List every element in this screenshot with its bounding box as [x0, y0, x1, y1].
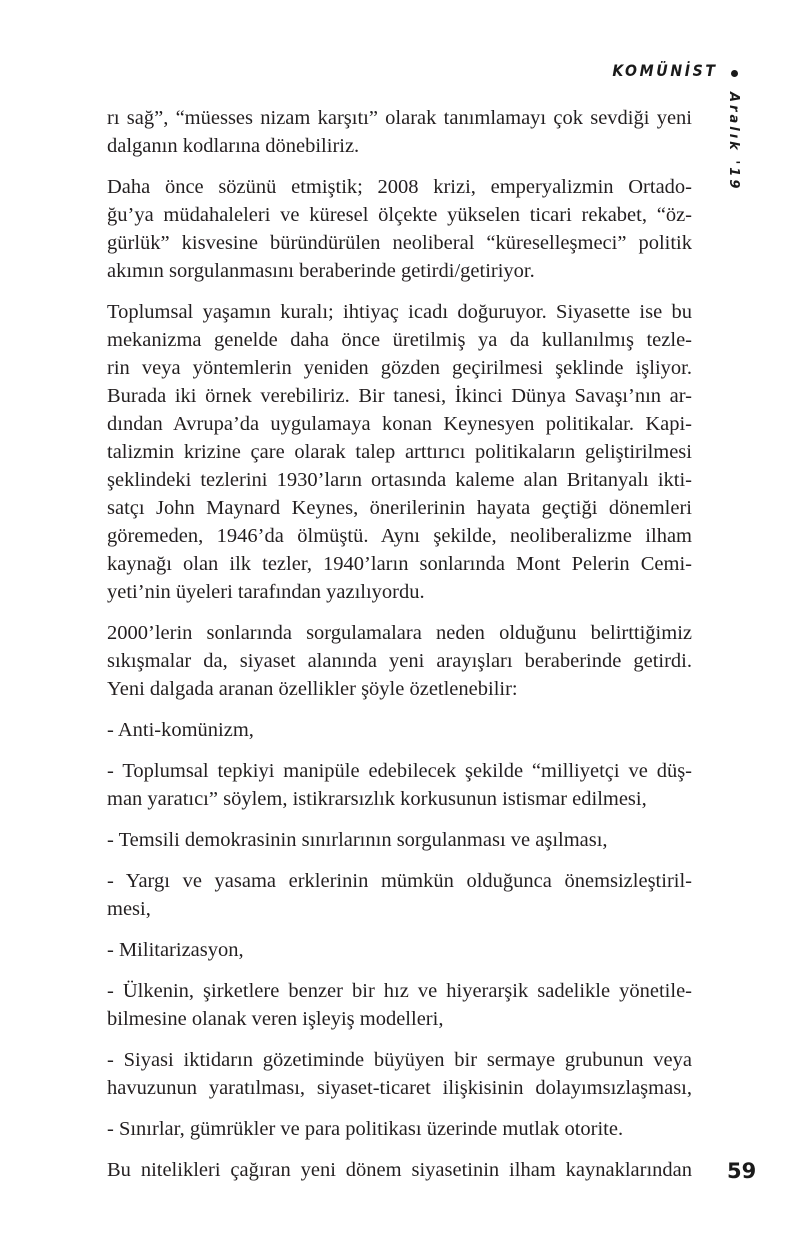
text-line: göremeden, 1946’da ölmüştü. Aynı şekilde, neoliberalizme ilham — [107, 525, 692, 547]
list-item — [107, 1115, 692, 1143]
text-line: gürlük” kisvesine büründürülen neoliberal “küreselleşmeci” politik — [107, 232, 692, 254]
text-line: satçı John Maynard Keynes, önerilerinin hayata geçtiği dönemleri — [107, 497, 692, 519]
article-body — [107, 104, 692, 1197]
list-item — [107, 977, 692, 1033]
text-line: mekanizma genelde daha önce üretilmiş ya da kullanılmış tezle- — [107, 329, 692, 351]
text-line: rin veya yöntemlerin yeniden gözden geçirilmesi şeklinde işliyor. — [107, 357, 692, 379]
page-number: 59 — [727, 1159, 757, 1183]
text-line: - Yargı ve yasama erklerinin mümkün olduğunca önemsizleştiril- — [107, 870, 692, 892]
text-line: Yeni dalgada aranan özellikler şöyle özetlenebilir: — [107, 678, 518, 700]
text-line: Burada iki örnek verebiliriz. Bir tanesi, İkinci Dünya Savaşı’nın ar- — [107, 385, 692, 407]
paragraph — [107, 619, 692, 703]
text-line: - Ülkenin, şirketlere benzer bir hız ve hiyerarşik sadelikle yönetile- — [107, 980, 692, 1002]
list-item — [107, 826, 692, 854]
text-line: yeti’nin üyeleri tarafından yazılıyordu. — [107, 581, 425, 603]
text-line: havuzunun yaratılması, siyaset-ticaret ilişkisinin dolayımsızlaşması, — [107, 1077, 692, 1099]
text-line: ğu’ya müdahaleleri ve küresel ölçekte yükselen ticari rekabet, “öz- — [107, 204, 692, 226]
text-line: kaynağı olan ilk tezler, 1940’ların sonlarında Mont Pelerin Cemi- — [107, 553, 692, 575]
text-line: - Siyasi iktidarın gözetiminde büyüyen bir sermaye grubunun veya — [107, 1049, 692, 1071]
text-line: dından Avrupa’da uygulamaya konan Keynesyen politikalar. Kapi- — [107, 413, 692, 435]
text-line: Daha önce sözünü etmiştik; 2008 krizi, emperyalizmin Ortado- — [107, 176, 692, 198]
text-line: talizmin krizine çare olarak talep arttırıcı politikaların geliştirilmesi — [107, 441, 692, 463]
text-line: Bu nitelikleri çağıran yeni dönem siyasetinin ilham kaynaklarından — [107, 1159, 692, 1181]
list-item — [107, 757, 692, 813]
text-line: dalganın kodlarına dönebiliriz. — [107, 135, 360, 157]
text-line: bilmesine olanak veren işleyiş modelleri, — [107, 1008, 444, 1030]
text-line: - Anti-komünizm, — [107, 719, 254, 741]
paragraph — [107, 298, 692, 606]
text-line: - Militarizasyon, — [107, 939, 244, 961]
issue-date: Aralık '19 — [726, 92, 741, 192]
text-line: mesi, — [107, 898, 151, 920]
paragraph — [107, 1156, 692, 1184]
list-item — [107, 1046, 692, 1102]
text-line: - Toplumsal tepkiyi manipüle edebilecek şekilde “milliyetçi ve düş- — [107, 760, 692, 782]
text-line: 2000’lerin sonlarında sorgulamalara neden olduğunu belirttiğimiz — [107, 622, 692, 644]
list-item — [107, 936, 692, 964]
text-line: rı sağ”, “müesses nizam karşıtı” olarak tanımlamayı çok sevdiği yeni — [107, 107, 692, 129]
text-line: man yaratıcı” söylem, istikrarsızlık korkusunun istismar edilmesi, — [107, 788, 647, 810]
text-line: Toplumsal yaşamın kuralı; ihtiyaç icadı doğuruyor. Siyasette ise bu — [107, 301, 692, 323]
text-line: - Temsili demokrasinin sınırlarının sorgulanması ve aşılması, — [107, 829, 608, 851]
text-line: şeklindeki tezlerini 1930’ların ortasında kaleme alan Britanyalı ikti- — [107, 469, 692, 491]
text-line: - Sınırlar, gümrükler ve para politikası üzerinde mutlak otorite. — [107, 1118, 624, 1140]
text-line: sıkışmalar da, siyaset alanında yeni arayışları beraberinde getirdi. — [107, 650, 692, 672]
header-bullet-icon — [731, 70, 738, 77]
text-line: akımın sorgulanmasını beraberinde getirdi/getiriyor. — [107, 260, 535, 282]
list-item — [107, 867, 692, 923]
magazine-title: KOMÜNİST — [612, 61, 718, 80]
paragraph — [107, 104, 692, 160]
list-item — [107, 716, 692, 744]
paragraph — [107, 173, 692, 285]
